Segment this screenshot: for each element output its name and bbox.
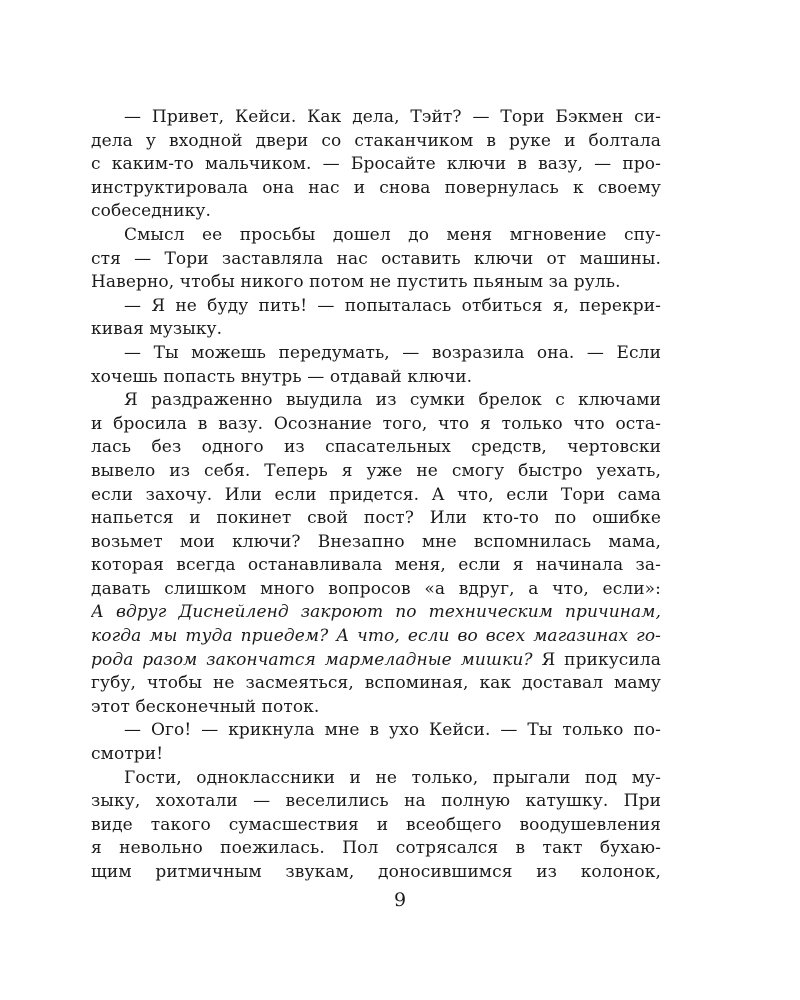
line-text: стя — Тори заставляла нас оставить ключи от машины. [91, 248, 661, 269]
text-line [91, 366, 661, 390]
text-line [91, 531, 661, 555]
text-line [91, 837, 661, 861]
line-text: собеседнику. [91, 201, 211, 222]
text-line [91, 460, 661, 484]
line-text: хочешь попасть внутрь — отдавай ключи. [91, 366, 473, 387]
text-line [91, 200, 661, 224]
line-text: которая всегда останавливала меня, если я начинала за- [91, 555, 661, 576]
line-text: виде такого сумасшествия и всеобщего воодушевления [91, 814, 661, 835]
line-text: смотри! [91, 744, 164, 765]
italic-text: рода разом закончатся мармеладные мишки? [91, 649, 533, 670]
line-text: и бросила в вазу. Осознание того, что я только что оста- [91, 413, 661, 434]
line-text: Наверно, чтобы никого потом не пустить пьяным за руль. [91, 272, 621, 293]
text-line [91, 719, 661, 743]
page-number: 9 [393, 889, 407, 911]
line-text: я невольно поежилась. Пол сотрясался в такт бухаю- [91, 838, 661, 859]
line-text: если захочу. Или если придется. А что, если Тори сама [91, 484, 661, 505]
text-line [91, 342, 661, 366]
line-text: Гости, одноклассники и не только, прыгали под му- [124, 767, 661, 788]
line-text: — Ого! — крикнула мне в ухо Кейси. — Ты только по- [124, 720, 661, 741]
line-text: вывело из себя. Теперь я уже не смогу быстро уехать, [91, 460, 661, 481]
text-line [91, 413, 661, 437]
text-line [91, 743, 661, 767]
text-line [91, 177, 661, 201]
page-body [91, 106, 661, 885]
text-line [91, 248, 661, 272]
text-line [91, 814, 661, 838]
text-line [91, 507, 661, 531]
line-text: зыку, хохотали — веселились на полную катушку. При [91, 791, 661, 812]
text-line [91, 601, 661, 625]
line-text: — Привет, Кейси. Как дела, Тэйт? — Тори Бэкмен си- [124, 107, 661, 127]
text-line [91, 696, 661, 720]
text-line [91, 767, 661, 791]
text-line [91, 625, 661, 649]
line-text: Смысл ее просьбы дошел до меня мгновение спу- [124, 224, 661, 245]
text-line [91, 130, 661, 154]
text-line [91, 389, 661, 413]
line-text: лась без одного из спасательных средств, чертовски [91, 437, 661, 458]
text-line [91, 578, 661, 602]
line-text: этот бесконечный поток. [91, 696, 320, 717]
text-line [91, 672, 661, 696]
text-line [91, 106, 661, 130]
line-text: с каким-то мальчиком. — Бросайте ключи в вазу, — про- [91, 154, 661, 175]
line-text: — Я не буду пить! — попыталась отбиться я, перекри- [124, 295, 661, 316]
text-line [91, 554, 661, 578]
line-text: возьмет мои ключи? Внезапно мне вспомнилась мама, [91, 531, 661, 552]
line-text: давать слишком много вопросов «а вдруг, а что, если»: [91, 578, 661, 599]
text-line [91, 295, 661, 319]
text-line [91, 484, 661, 508]
text-line [91, 224, 661, 248]
line-text: дела у входной двери со стаканчиком в руке и болтала [91, 130, 661, 151]
line-text: — Ты можешь передумать, — возразила она. — Если [124, 342, 661, 363]
text-line [91, 649, 661, 673]
line-text: губу, чтобы не засмеяться, вспоминая, как доставал маму [91, 673, 661, 694]
text-line [91, 153, 661, 177]
text-line [91, 861, 661, 885]
text-line [91, 436, 661, 460]
text-line [91, 271, 661, 295]
text-line [91, 318, 661, 342]
text-line [91, 790, 661, 814]
line-text: инструктировала она нас и снова повернулась к своему [91, 177, 661, 198]
line-text: напьется и покинет свой пост? Или кто-то по ошибке [91, 508, 661, 529]
italic-text: А вдруг Диснейленд закроют по техническим причинам, [91, 602, 661, 623]
line-text: щим ритмичным звукам, доносившимся из колонок, [91, 862, 661, 882]
line-text-tail: Я прикусила [532, 649, 661, 670]
line-text: Я раздраженно выудила из сумки брелок с ключами [124, 390, 661, 411]
line-text: кивая музыку. [91, 319, 223, 340]
italic-text: когда мы туда приедем? А что, если во всех магазинах го- [91, 626, 661, 647]
